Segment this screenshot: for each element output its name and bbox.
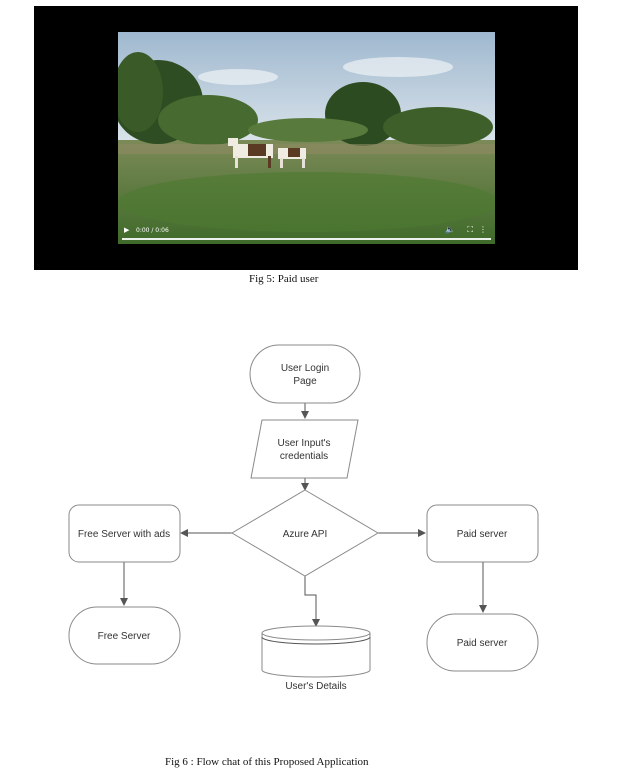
video-controls <box>118 218 495 244</box>
volume-icon[interactable]: 🔈 <box>445 225 455 234</box>
svg-text:Free Server: Free Server <box>97 631 151 642</box>
node-free-server-with-ads <box>69 505 180 562</box>
flowchart <box>0 330 620 710</box>
node-azure-api <box>232 490 378 576</box>
figure-6-caption: Fig 6 : Flow chat of this Proposed Application <box>165 756 369 768</box>
play-icon[interactable]: ▶ <box>124 226 130 234</box>
video-frame-image <box>118 32 495 244</box>
svg-text:Free Server with ads: Free Server with ads <box>77 529 171 540</box>
node-free-server <box>69 607 180 664</box>
arrow-azure-to-details <box>305 575 316 626</box>
svg-text:Paid server: Paid server <box>456 638 508 649</box>
svg-text:User Input's: User Input's <box>277 438 331 449</box>
svg-text:Paid server: Paid server <box>456 529 508 540</box>
node-paid-server-bottom <box>427 614 538 671</box>
svg-text:Azure API: Azure API <box>282 529 328 540</box>
video-time: 0:00 / 0:06 <box>136 227 169 234</box>
node-user-input-credentials <box>251 420 358 478</box>
fullscreen-icon[interactable]: ⛶ <box>467 225 473 234</box>
node-user-login-page <box>250 345 360 403</box>
svg-text:User's Details: User's Details <box>285 681 347 692</box>
node-paid-server-top <box>427 505 538 562</box>
progress-bar[interactable] <box>122 238 491 240</box>
node-users-details-database <box>262 626 370 692</box>
more-vertical-icon[interactable]: ⋮ <box>479 225 487 234</box>
svg-text:User Login: User Login <box>280 363 330 374</box>
video-player[interactable] <box>34 6 578 270</box>
svg-text:Page: Page <box>293 376 317 387</box>
svg-text:credentials: credentials <box>279 451 329 462</box>
figure-5-caption: Fig 5: Paid user <box>249 273 319 285</box>
